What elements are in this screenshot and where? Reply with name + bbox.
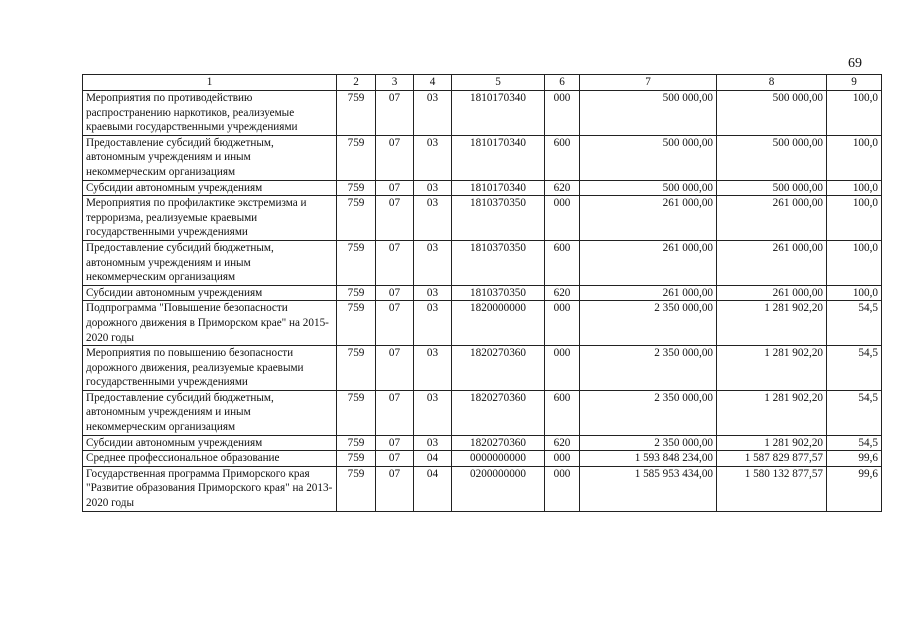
row-code-3: 07 bbox=[376, 135, 414, 180]
row-value-9: 100,0 bbox=[827, 285, 882, 301]
row-code-3: 07 bbox=[376, 466, 414, 511]
row-name: Предоставление субсидий бюджетным, автономным учреждениям и иным некоммерческим организациям bbox=[83, 135, 337, 180]
row-code-5: 1820270360 bbox=[452, 390, 545, 435]
row-value-7: 1 585 953 434,00 bbox=[580, 466, 717, 511]
row-value-8: 1 281 902,20 bbox=[717, 346, 827, 391]
row-value-7: 261 000,00 bbox=[580, 240, 717, 285]
row-code-2: 759 bbox=[337, 435, 376, 451]
row-value-8: 261 000,00 bbox=[717, 285, 827, 301]
column-header: 4 bbox=[414, 75, 452, 91]
row-code-6: 000 bbox=[545, 451, 580, 467]
column-header: 2 bbox=[337, 75, 376, 91]
row-code-6: 600 bbox=[545, 240, 580, 285]
row-name: Субсидии автономным учреждениям bbox=[83, 285, 337, 301]
table-row bbox=[83, 346, 882, 391]
row-code-2: 759 bbox=[337, 346, 376, 391]
table-row bbox=[83, 91, 882, 136]
table-header-row bbox=[83, 75, 882, 91]
row-value-8: 500 000,00 bbox=[717, 135, 827, 180]
row-name: Подпрограмма "Повышение безопасности дорожного движения в Приморском крае" на 2015-2020 годы bbox=[83, 301, 337, 346]
row-name: Мероприятия по повышению безопасности дорожного движения, реализуемые краевыми государственными учреждениями bbox=[83, 346, 337, 391]
table-row bbox=[83, 301, 882, 346]
row-code-5: 0200000000 bbox=[452, 466, 545, 511]
page-number: 69 bbox=[848, 56, 862, 71]
row-code-3: 07 bbox=[376, 390, 414, 435]
row-code-5: 1810370350 bbox=[452, 240, 545, 285]
row-code-6: 600 bbox=[545, 135, 580, 180]
row-value-8: 1 281 902,20 bbox=[717, 301, 827, 346]
row-code-4: 03 bbox=[414, 196, 452, 241]
row-value-7: 1 593 848 234,00 bbox=[580, 451, 717, 467]
column-header: 1 bbox=[83, 75, 337, 91]
row-name: Государственная программа Приморского края "Развитие образования Приморского края" на 2013-2020 годы bbox=[83, 466, 337, 511]
row-value-7: 500 000,00 bbox=[580, 91, 717, 136]
row-code-4: 03 bbox=[414, 346, 452, 391]
column-header: 7 bbox=[580, 75, 717, 91]
row-code-5: 1810170340 bbox=[452, 180, 545, 196]
row-code-2: 759 bbox=[337, 240, 376, 285]
row-code-2: 759 bbox=[337, 196, 376, 241]
row-name: Мероприятия по противодействию распространению наркотиков, реализуемые краевыми государственными учреждениями bbox=[83, 91, 337, 136]
row-value-9: 54,5 bbox=[827, 435, 882, 451]
row-name: Субсидии автономным учреждениям bbox=[83, 180, 337, 196]
table-body bbox=[83, 91, 882, 512]
table-row bbox=[83, 240, 882, 285]
table-row bbox=[83, 466, 882, 511]
row-value-8: 1 281 902,20 bbox=[717, 435, 827, 451]
row-code-4: 03 bbox=[414, 285, 452, 301]
row-value-8: 500 000,00 bbox=[717, 91, 827, 136]
row-code-4: 03 bbox=[414, 135, 452, 180]
row-code-2: 759 bbox=[337, 451, 376, 467]
table-row bbox=[83, 180, 882, 196]
row-value-8: 261 000,00 bbox=[717, 240, 827, 285]
table-row bbox=[83, 135, 882, 180]
row-name: Мероприятия по профилактике экстремизма и терроризма, реализуемые краевыми государственными учреждениями bbox=[83, 196, 337, 241]
row-value-7: 500 000,00 bbox=[580, 135, 717, 180]
row-code-6: 620 bbox=[545, 435, 580, 451]
row-code-5: 1810170340 bbox=[452, 91, 545, 136]
row-value-9: 99,6 bbox=[827, 466, 882, 511]
row-value-9: 100,0 bbox=[827, 91, 882, 136]
row-value-7: 261 000,00 bbox=[580, 285, 717, 301]
row-code-6: 000 bbox=[545, 346, 580, 391]
row-value-9: 100,0 bbox=[827, 240, 882, 285]
row-code-4: 03 bbox=[414, 240, 452, 285]
row-value-7: 2 350 000,00 bbox=[580, 301, 717, 346]
row-name: Предоставление субсидий бюджетным, автономным учреждениям и иным некоммерческим организациям bbox=[83, 240, 337, 285]
row-code-4: 03 bbox=[414, 301, 452, 346]
row-name: Субсидии автономным учреждениям bbox=[83, 435, 337, 451]
row-code-6: 620 bbox=[545, 285, 580, 301]
row-value-8: 261 000,00 bbox=[717, 196, 827, 241]
row-value-8: 1 587 829 877,57 bbox=[717, 451, 827, 467]
row-value-8: 1 580 132 877,57 bbox=[717, 466, 827, 511]
row-code-2: 759 bbox=[337, 135, 376, 180]
row-code-4: 03 bbox=[414, 390, 452, 435]
table-row bbox=[83, 435, 882, 451]
row-code-5: 0000000000 bbox=[452, 451, 545, 467]
row-value-7: 2 350 000,00 bbox=[580, 390, 717, 435]
column-header: 3 bbox=[376, 75, 414, 91]
row-value-8: 500 000,00 bbox=[717, 180, 827, 196]
row-code-2: 759 bbox=[337, 91, 376, 136]
table-row bbox=[83, 285, 882, 301]
row-value-9: 100,0 bbox=[827, 196, 882, 241]
row-code-6: 600 bbox=[545, 390, 580, 435]
row-code-3: 07 bbox=[376, 240, 414, 285]
row-code-6: 000 bbox=[545, 466, 580, 511]
row-code-5: 1810370350 bbox=[452, 196, 545, 241]
row-code-3: 07 bbox=[376, 91, 414, 136]
row-code-4: 04 bbox=[414, 451, 452, 467]
row-value-9: 54,5 bbox=[827, 301, 882, 346]
row-value-7: 261 000,00 bbox=[580, 196, 717, 241]
row-code-4: 03 bbox=[414, 180, 452, 196]
row-code-5: 1820270360 bbox=[452, 435, 545, 451]
row-value-7: 2 350 000,00 bbox=[580, 346, 717, 391]
column-header: 8 bbox=[717, 75, 827, 91]
row-code-2: 759 bbox=[337, 180, 376, 196]
row-code-3: 07 bbox=[376, 180, 414, 196]
row-code-3: 07 bbox=[376, 301, 414, 346]
row-code-4: 03 bbox=[414, 91, 452, 136]
row-code-6: 620 bbox=[545, 180, 580, 196]
column-header: 9 bbox=[827, 75, 882, 91]
budget-table bbox=[82, 74, 882, 512]
row-value-8: 1 281 902,20 bbox=[717, 390, 827, 435]
row-code-4: 03 bbox=[414, 435, 452, 451]
row-code-2: 759 bbox=[337, 466, 376, 511]
row-code-5: 1820270360 bbox=[452, 346, 545, 391]
row-value-7: 500 000,00 bbox=[580, 180, 717, 196]
row-code-3: 07 bbox=[376, 285, 414, 301]
row-value-9: 100,0 bbox=[827, 135, 882, 180]
table-row bbox=[83, 390, 882, 435]
row-code-2: 759 bbox=[337, 301, 376, 346]
row-code-3: 07 bbox=[376, 346, 414, 391]
column-header: 5 bbox=[452, 75, 545, 91]
row-code-2: 759 bbox=[337, 285, 376, 301]
row-value-7: 2 350 000,00 bbox=[580, 435, 717, 451]
row-value-9: 54,5 bbox=[827, 346, 882, 391]
row-code-5: 1810370350 bbox=[452, 285, 545, 301]
row-code-5: 1820000000 bbox=[452, 301, 545, 346]
row-code-6: 000 bbox=[545, 91, 580, 136]
row-value-9: 54,5 bbox=[827, 390, 882, 435]
row-name: Среднее профессиональное образование bbox=[83, 451, 337, 467]
row-code-3: 07 bbox=[376, 451, 414, 467]
table-row bbox=[83, 451, 882, 467]
row-value-9: 99,6 bbox=[827, 451, 882, 467]
row-code-4: 04 bbox=[414, 466, 452, 511]
table-row bbox=[83, 196, 882, 241]
row-code-2: 759 bbox=[337, 390, 376, 435]
row-value-9: 100,0 bbox=[827, 180, 882, 196]
column-header: 6 bbox=[545, 75, 580, 91]
row-code-3: 07 bbox=[376, 196, 414, 241]
row-name: Предоставление субсидий бюджетным, автономным учреждениям и иным некоммерческим организациям bbox=[83, 390, 337, 435]
row-code-5: 1810170340 bbox=[452, 135, 545, 180]
row-code-6: 000 bbox=[545, 301, 580, 346]
row-code-6: 000 bbox=[545, 196, 580, 241]
row-code-3: 07 bbox=[376, 435, 414, 451]
